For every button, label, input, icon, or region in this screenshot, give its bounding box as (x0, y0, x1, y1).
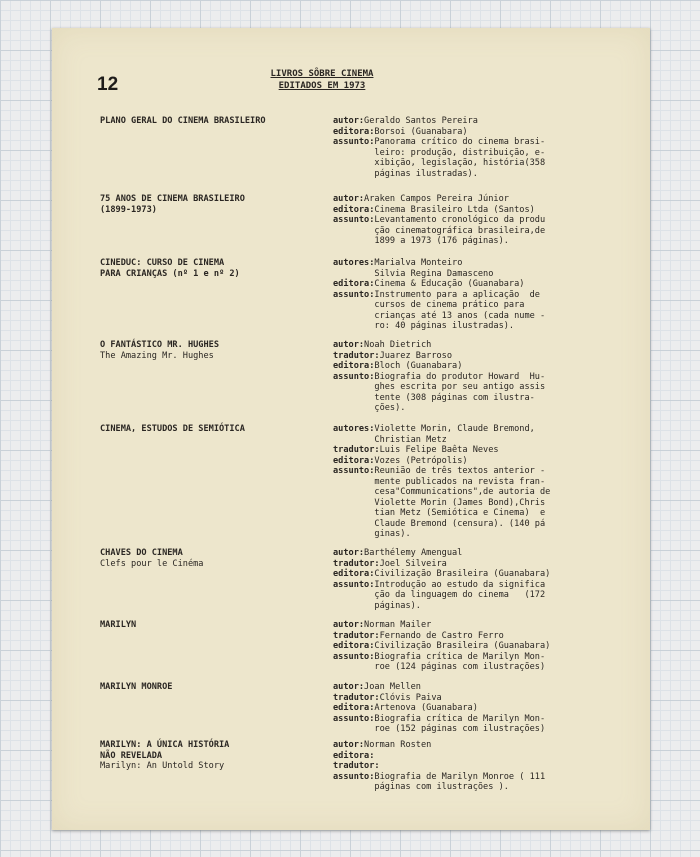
detail-value (374, 456, 467, 467)
heading-line-1: LIVROS SÔBRE CINEMA (270, 69, 374, 79)
detail-value (380, 351, 452, 362)
book-title-line: CINEMA, ESTUDOS DE SEMIÓTICA (100, 424, 245, 434)
book-details (333, 682, 633, 735)
book-title-line: CHAVES DO CINEMA (100, 548, 183, 558)
detail-value-line: Christian Metz (374, 434, 447, 445)
page-number: 12 (97, 74, 119, 95)
book-title (100, 424, 300, 435)
detail-value-line: Artenova (Guanabara) (374, 703, 478, 713)
page-heading (247, 68, 397, 92)
detail-value-line: cursos de cinema prático para (374, 300, 525, 310)
detail-value (374, 258, 493, 279)
detail-label: autor: (333, 740, 365, 750)
detail-row (333, 127, 633, 138)
detail-label: editora: (333, 703, 375, 713)
book-original-title: Marilyn: An Untold Story (100, 761, 225, 771)
book-title-line: PLANO GERAL DO CINEMA BRASILEIRO (100, 116, 266, 126)
book-title-line: MARILYN (100, 620, 137, 630)
detail-value-line: Noah Dietrich (364, 340, 432, 350)
detail-value-line: xibição, legislação, história(358 (374, 158, 546, 168)
book-title (100, 116, 300, 127)
detail-value (374, 372, 545, 414)
detail-value-line: Marialva Monteiro (374, 258, 463, 268)
book-title (100, 340, 300, 361)
detail-value-line: Barthélemy Amengual (364, 548, 463, 558)
detail-value-line: ghes escrita por seu antigo assis (374, 382, 546, 392)
detail-value (364, 340, 431, 351)
detail-label: autor: (333, 194, 365, 204)
detail-label: tradutor: (333, 630, 380, 641)
detail-value-line: Norman Mailer (364, 620, 432, 630)
detail-row (333, 361, 633, 372)
detail-value (380, 445, 499, 456)
detail-value (374, 361, 462, 372)
detail-value-line: ginas). (374, 529, 411, 539)
detail-label: assunto: (333, 579, 375, 590)
detail-row (333, 569, 633, 580)
detail-value (374, 772, 545, 793)
detail-row (333, 641, 633, 652)
detail-value-line: Luis Felipe Baêta Neves (379, 445, 499, 455)
detail-label: assunto: (333, 651, 375, 662)
detail-value-line: Civilização Brasileira (Guanabara) (374, 641, 551, 651)
detail-row (333, 682, 633, 693)
detail-label: assunto: (333, 289, 375, 300)
detail-label: autor: (333, 682, 365, 692)
book-title (100, 740, 300, 772)
detail-value (364, 548, 462, 559)
detail-row (333, 740, 633, 751)
detail-row (333, 620, 633, 631)
detail-value-line: Cinema & Educação (Guanabara) (374, 279, 525, 289)
book-title-line: NÃO REVELADA (100, 750, 163, 761)
detail-value-line: ções). (374, 403, 406, 413)
book-title (100, 194, 300, 215)
detail-value-line: Biografia crítica de Marilyn Mon- (374, 651, 546, 662)
detail-value-line: Geraldo Santos Pereira (364, 116, 478, 126)
book-title-line: (1899-1973) (100, 204, 157, 215)
detail-row (333, 137, 633, 179)
detail-label: tradutor: (333, 445, 380, 455)
detail-value-line: Juarez Barroso (379, 350, 453, 361)
book-title-line: CINEDUC: CURSO DE CINEMA (100, 258, 225, 268)
detail-value-line: Borsoi (Guanabara) (374, 126, 468, 137)
detail-label: autor: (333, 340, 365, 350)
detail-value-line: tian Metz (Semiótica e Cinema) e (374, 508, 546, 518)
detail-value-line: ção da linguagem do cinema (172 (374, 590, 546, 600)
book-original-title: The Amazing Mr. Hughes (100, 350, 214, 361)
detail-label: assunto: (333, 137, 375, 147)
detail-value (374, 569, 550, 580)
detail-value-line: Instrumento para a aplicação de (374, 289, 540, 300)
detail-label: editora: (333, 126, 375, 137)
detail-value-line: Silvia Regina Damasceno (374, 268, 494, 279)
detail-value (374, 641, 550, 652)
book-title (100, 548, 300, 569)
detail-value (380, 693, 442, 704)
detail-row (333, 703, 633, 714)
detail-label: editora: (333, 455, 375, 466)
detail-value-line: Vozes (Petrópolis) (374, 455, 468, 466)
detail-value-line: páginas com ilustrações ). (374, 782, 509, 792)
detail-value (374, 652, 545, 673)
detail-value (374, 205, 534, 216)
detail-row (333, 559, 633, 570)
detail-value (374, 714, 545, 735)
detail-value (374, 137, 545, 179)
detail-value-line: Biografia de Marilyn Monroe ( 111 (374, 771, 546, 782)
detail-value (380, 631, 504, 642)
detail-value (374, 290, 545, 332)
heading-line-2: EDITADOS EM 1973 (278, 81, 366, 91)
book-title-line: 75 ANOS DE CINEMA BRASILEIRO (100, 194, 245, 204)
detail-value-line: páginas ilustradas). (374, 168, 478, 179)
detail-value-line: roe (152 páginas com ilustrações) (374, 724, 546, 734)
detail-row (333, 652, 633, 673)
detail-value-line: Fernando de Castro Ferro (379, 630, 504, 641)
detail-label: autores: (333, 424, 375, 434)
detail-value-line: Biografia do produtor Howard Hu- (374, 371, 546, 382)
detail-label: assunto: (333, 466, 375, 476)
detail-row (333, 761, 633, 772)
detail-value-line: Norman Rosten (364, 740, 432, 750)
detail-value (374, 466, 550, 540)
detail-label: tradutor: (333, 761, 380, 771)
book-title-line: MARILYN: A ÚNICA HISTÓRIA (100, 740, 230, 750)
detail-row (333, 456, 633, 467)
detail-label: autor: (333, 116, 365, 126)
detail-value (364, 740, 431, 751)
detail-value-line: Araken Campos Pereira Júnior (364, 194, 509, 204)
detail-row (333, 693, 633, 704)
detail-value-line: páginas). (374, 600, 421, 611)
book-details (333, 424, 633, 540)
detail-label: tradutor: (333, 692, 380, 703)
detail-row (333, 424, 633, 445)
detail-value (364, 620, 431, 631)
detail-row (333, 772, 633, 793)
detail-value (374, 580, 545, 612)
book-title (100, 258, 300, 279)
detail-value-line: Bloch (Guanabara) (374, 361, 463, 371)
book-details (333, 258, 633, 332)
book-details (333, 548, 633, 611)
detail-value-line: 1899 a 1973 (176 páginas). (374, 236, 509, 246)
detail-value-line: cesa"Communications",de autoria de (374, 487, 551, 497)
detail-label: tradutor: (333, 558, 380, 569)
book-title (100, 620, 300, 631)
detail-value (374, 215, 545, 247)
detail-row (333, 290, 633, 332)
detail-value-line: ro: 40 páginas ilustradas). (374, 321, 515, 331)
detail-label: assunto: (333, 771, 375, 782)
book-details (333, 340, 633, 414)
detail-value-line: roe (124 páginas com ilustrações) (374, 662, 546, 672)
detail-value-line: crianças até 13 anos (cada nume - (374, 310, 546, 321)
detail-label: editora: (333, 641, 375, 651)
detail-value-line: Panorama crítico do cinema brasi- (374, 137, 546, 147)
book-title-line: O FANTÁSTICO MR. HUGHES (100, 340, 219, 350)
detail-label: autor: (333, 620, 365, 630)
detail-row (333, 714, 633, 735)
book-details (333, 116, 633, 179)
detail-value-line: Cinema Brasileiro Ltda (Santos) (374, 204, 535, 215)
detail-value-line: Reunião de três textos anterior - (374, 466, 546, 476)
detail-row (333, 751, 633, 762)
detail-row (333, 372, 633, 414)
detail-label: assunto: (333, 215, 375, 225)
detail-row (333, 194, 633, 205)
detail-label: editora: (333, 361, 375, 371)
detail-value-line: Civilização Brasileira (Guanabara) (374, 569, 551, 579)
detail-row (333, 215, 633, 247)
detail-row (333, 258, 633, 279)
book-details (333, 620, 633, 673)
detail-row (333, 116, 633, 127)
detail-row (333, 351, 633, 362)
detail-row (333, 445, 633, 456)
detail-row (333, 340, 633, 351)
detail-value-line: Joan Mellen (364, 682, 421, 692)
document-page (52, 28, 650, 830)
detail-row (333, 466, 633, 540)
detail-value-line: Introdução ao estudo da significa (374, 579, 546, 590)
detail-value-line: ção cinematográfica brasileira,de (374, 225, 546, 236)
detail-value (364, 116, 478, 127)
detail-row (333, 205, 633, 216)
detail-label: autor: (333, 548, 365, 558)
detail-label: editora: (333, 204, 375, 215)
book-original-title: Clefs pour le Cinéma (100, 558, 204, 569)
detail-value-line: Biografia crítica de Marilyn Mon- (374, 713, 546, 724)
detail-value (364, 682, 421, 693)
detail-label: editora: (333, 750, 375, 761)
book-title-line: MARILYN MONROE (100, 682, 173, 692)
detail-value-line: Violette Morin (James Bond),Chris (374, 497, 546, 508)
book-details (333, 740, 633, 793)
detail-value (364, 194, 509, 205)
detail-value-line: Clóvis Paiva (379, 692, 442, 703)
detail-value-line: Violette Morin, Claude Bremond, (374, 424, 535, 434)
detail-value (374, 703, 477, 714)
detail-value (374, 127, 467, 138)
detail-label: autores: (333, 258, 375, 268)
detail-value-line: Claude Bremond (censura). (140 pá (374, 518, 546, 529)
detail-value-line: Levantamento cronológico da produ (374, 215, 546, 225)
book-title-line: PARA CRIANÇAS (nº 1 e nº 2) (100, 268, 240, 279)
detail-label: assunto: (333, 371, 375, 382)
detail-value (374, 279, 524, 290)
detail-value (380, 559, 447, 570)
detail-value-line: tente (308 páginas com ilustra- (374, 392, 535, 403)
detail-label: assunto: (333, 713, 375, 724)
detail-row (333, 548, 633, 559)
detail-row (333, 279, 633, 290)
detail-label: tradutor: (333, 350, 380, 361)
book-details (333, 194, 633, 247)
book-title (100, 682, 300, 693)
detail-value-line: Joel Silveira (379, 558, 447, 569)
detail-value-line: mente publicados na revista fran- (374, 476, 546, 487)
detail-value (374, 424, 534, 445)
detail-label: editora: (333, 569, 375, 579)
detail-row (333, 631, 633, 642)
detail-label: editora: (333, 279, 375, 289)
detail-value-line: leiro: produção, distribuição, e- (374, 147, 546, 158)
detail-row (333, 580, 633, 612)
